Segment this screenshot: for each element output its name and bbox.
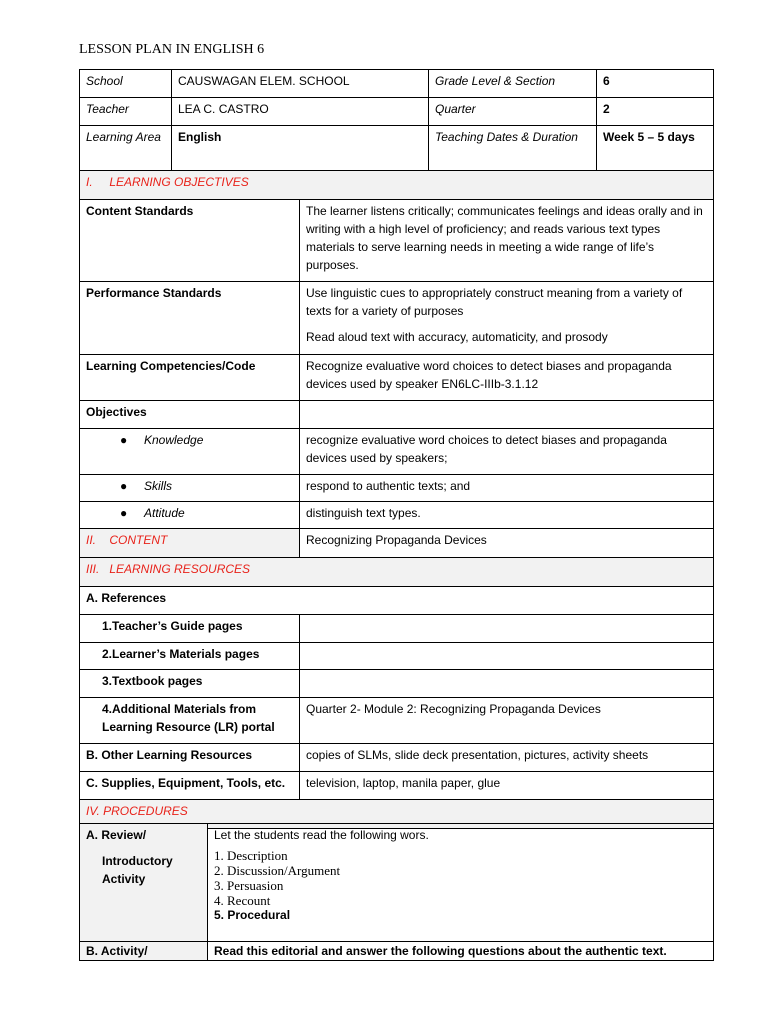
list-item: 4. Recount [214,893,271,908]
dates-value: Week 5 – 5 days [597,126,714,172]
list-item: 5. Procedural [214,908,291,922]
learners-materials-value [300,643,714,670]
attitude-label [80,502,300,529]
other-resources-label: B. Other Learning Resources [80,744,300,772]
objectives-empty-cell [300,401,714,429]
other-resources-value: copies of SLMs, slide deck presentation, pictures, activity sheets [300,744,714,772]
section-content-heading: II. CONTENT [80,529,300,558]
teachers-guide-label: 1.Teacher’s Guide pages [80,615,300,643]
activity-value: Read this editorial and answer the following questions about the authentic text. [208,942,714,961]
grade-value: 6 [597,70,714,98]
supplies-label: C. Supplies, Equipment, Tools, etc. [80,772,300,800]
knowledge-label [80,429,300,475]
bullet-icon: ● [120,433,128,447]
grade-label: Grade Level & Section [429,70,597,98]
list-item: 2. Discussion/Argument [214,863,341,878]
dates-label: Teaching Dates & Duration [429,126,597,172]
attitude-value: distinguish text types. [300,502,714,529]
competencies-label: Learning Competencies/Code [80,355,300,401]
school-value: CAUSWAGAN ELEM. SCHOOL [172,70,429,98]
skills-label [80,475,300,502]
performance-standards-label: Performance Standards [80,282,300,355]
list-item: 1. Description [214,848,288,863]
activity-label: B. Activity/ [80,942,208,961]
bullet-icon: ● [120,506,128,520]
teachers-guide-value [300,615,714,643]
review-label-cell [80,824,208,942]
supplies-value: television, laptop, manila paper, glue [300,772,714,800]
knowledge-value: recognize evaluative word choices to detect biases and propaganda devices used by speakers; [300,429,714,475]
review-list [214,848,707,923]
knowledge-label-text: Knowledge [144,433,204,447]
header-table [79,69,714,172]
references-label: A. References [80,587,714,615]
attitude-label-text: Attitude [144,506,185,520]
learners-materials-label: 2.Learner’s Materials pages [80,643,300,670]
section-procedures-heading: IV. PROCEDURES [80,800,714,829]
content-value: Recognizing Propaganda Devices [300,529,714,558]
area-label: Learning Area [80,126,172,172]
content-standards-label: Content Standards [80,200,300,282]
quarter-label: Quarter [429,98,597,126]
section-resources-heading: III. LEARNING RESOURCES [80,558,714,587]
skills-value: respond to authentic texts; and [300,475,714,502]
teacher-value: LEA C. CASTRO [172,98,429,126]
lesson-table [79,170,714,829]
additional-materials-label: 4.Additional Materials from Learning Resource (LR) portal [80,698,300,744]
performance-standards-value-1: Use linguistic cues to appropriately construct meaning from a variety of texts for a variety of purposes [306,286,683,318]
school-label: School [80,70,172,98]
review-intro: Let the students read the following wors. [214,828,429,842]
bullet-icon: ● [120,479,128,493]
additional-materials-value: Quarter 2- Module 2: Recognizing Propaganda Devices [300,698,714,744]
objectives-label: Objectives [80,401,300,429]
review-sub-label: Introductory Activity [102,854,173,886]
page-title: LESSON PLAN IN ENGLISH 6 [79,42,265,57]
list-item: 3. Persuasion [214,878,284,893]
quarter-value: 2 [597,98,714,126]
textbook-value [300,670,714,698]
skills-label-text: Skills [144,479,173,493]
teacher-label: Teacher [80,98,172,126]
performance-standards-value-2: Read aloud text with accuracy, automaticity, and prosody [306,330,608,344]
review-label: A. Review/ [86,828,147,842]
competencies-value: Recognize evaluative word choices to detect biases and propaganda devices used by speaker EN6LC-IIIb-3.1.12 [300,355,714,401]
content-standards-value: The learner listens critically; communicates feelings and ideas orally and in writing with a high level of proficiency; and reads various text types materials to serve learning needs in meeting a wide range of life’s purposes. [300,200,714,282]
performance-standards-cell [300,282,714,355]
textbook-label: 3.Textbook pages [80,670,300,698]
section-objectives-heading: I. LEARNING OBJECTIVES [80,171,714,200]
area-value: English [172,126,429,172]
review-content [208,824,714,942]
procedures-table [79,823,714,961]
